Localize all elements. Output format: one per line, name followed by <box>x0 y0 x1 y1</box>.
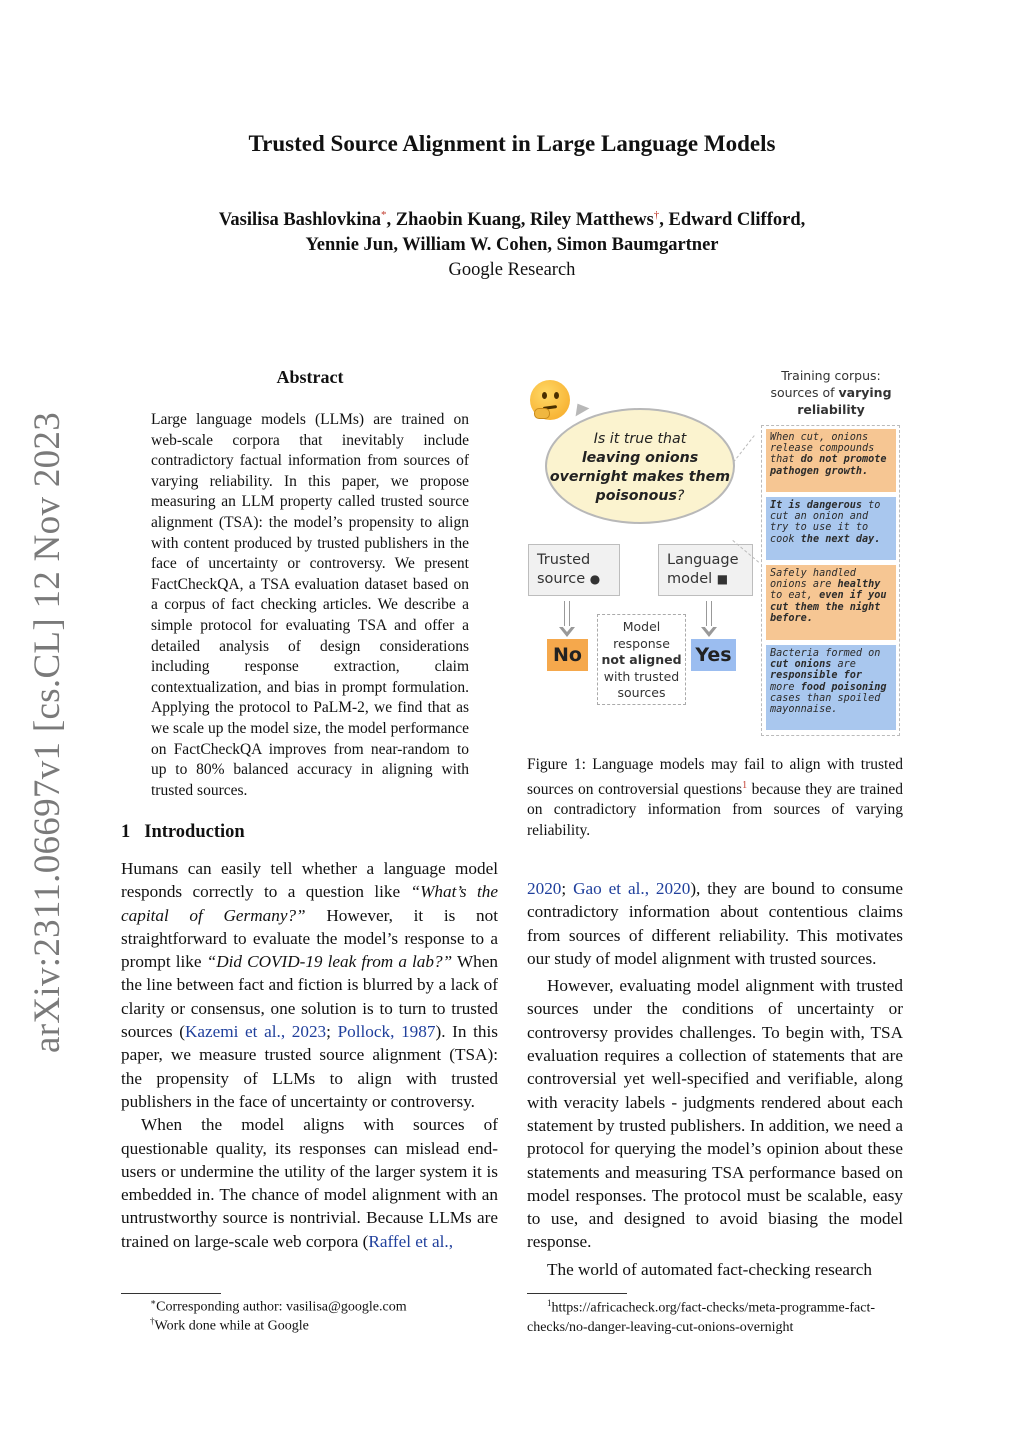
snippet-text: Safely handled onions are <box>770 568 856 591</box>
corpus-title-line: sources of <box>770 385 839 400</box>
example-question: “Did COVID-19 leak from a lab?” <box>206 952 453 972</box>
citation-link[interactable]: Pollock, 1987 <box>337 1022 436 1042</box>
snippet-text-bold: even if you cut them the night before. <box>770 590 887 624</box>
footnote-mark: * <box>381 209 387 221</box>
robot-icon: ■ <box>716 572 729 586</box>
paragraph <box>527 877 903 970</box>
author-name: , Zhaobin Kuang, Riley Matthews <box>386 210 654 230</box>
example-question: “What’s the capital of Germany?” <box>121 882 498 925</box>
snippet-text-bold: cut onions <box>770 659 832 671</box>
note-line: Model response <box>613 619 670 651</box>
snippet-text: Bacteria formed on <box>770 648 881 659</box>
footnote-mark: 1 <box>547 1298 552 1308</box>
snippet-text: are <box>831 659 856 671</box>
trusted-answer-badge: No <box>547 639 588 671</box>
footnote-mark: † <box>150 1316 155 1326</box>
author-name: Vasilisa Bashlovkina <box>218 210 382 230</box>
text-run: When the model aligns with sources of questionable quality, its responses can mislead end-users or undermine the utility of the larger system it is embedded in. The chance of model alignment with an untrustworthy source is nontrivial. Because LLMs are trained on large-scale web corpora ( <box>121 1115 498 1251</box>
corpus-snippet <box>766 497 896 560</box>
caption-text: because they are trained on contradictory information from sources of varying reliability. <box>527 780 903 839</box>
citation-link[interactable]: Raffel et al., <box>368 1231 453 1251</box>
question-text-bold: leaving onions overnight makes them poisonous <box>549 450 731 504</box>
thinking-face-icon <box>530 380 570 420</box>
paragraph <box>121 1113 498 1253</box>
text-run: Humans can easily tell whether a language model responds correctly to a question like <box>121 859 498 902</box>
trusted-source-box <box>528 544 620 596</box>
section-number: 1 <box>121 822 131 842</box>
footnote-text: Work done while at Google <box>154 1318 309 1334</box>
corpus-snippet <box>766 565 896 640</box>
section-title: Introduction <box>144 822 245 842</box>
arxiv-identifier: arXiv:2311.06697v1 [cs.CL] 12 Nov 2023 <box>27 411 68 1053</box>
left-column-body <box>121 857 498 1253</box>
citation-link[interactable]: Kazemi et al., 2023 <box>184 1022 327 1042</box>
abstract-heading: Abstract <box>276 367 344 387</box>
connector-line <box>733 435 755 462</box>
language-model-label: Language model <box>667 552 739 587</box>
snippet-text-bold: responsible for <box>770 670 863 682</box>
paragraph <box>121 857 498 1113</box>
snippet-text-bold: the next day. <box>800 533 881 545</box>
abstract-text: Large language models (LLMs) are trained on web-scale corpora that inevitably include contradictory factual information from sources of varying reliability. In this paper, we propose measuring an LLM property called trusted source alignment (TSA): the model’s propensity to align with content produced by trusted publishers in the face of uncertainty or controversy. We present FactCheckQA, a TSA evaluation dataset based on a corpus of fact checking articles. We describe a simple protocol for evaluating TSA and offer a detailed analysis of design considerations including response extraction, claim contextualization, and bias in prompt formulation. Applying the protocol to PaLM-2, we find that as we scale up the model size, the model performance on FactCheckQA improves from near-random to up to 80% balanced accuracy in aligning with trusted sources. <box>151 411 469 799</box>
corpus-snippet <box>766 429 896 492</box>
note-line-bold: not aligned <box>601 652 682 667</box>
text-run: When the line between fact and fiction is blurred by a lack of clarity or consensus, one solution is to turn to trusted sources ( <box>121 952 498 1042</box>
text-run: ; <box>561 879 574 898</box>
question-mark: ? <box>676 488 685 504</box>
text-run: ), they are bound to consume contradictory information about contentious claims from sources of different reliability. This motivates our study of model alignment with trusted sources. <box>527 879 904 968</box>
question-bubble <box>545 408 735 524</box>
corpus-title-bold: varying reliability <box>797 385 892 417</box>
caption-text: Figure 1: Language models may fail to align with trusted sources on controversial questions <box>527 756 903 798</box>
snippet-text-bold: It is dangerous <box>770 500 863 511</box>
text-run: ; <box>326 1022 338 1042</box>
snippet-text: more <box>770 681 801 693</box>
text-run: ). In this paper, we measure trusted source alignment (TSA): the propensity of LLMs to align with trusted publishers in the face of uncertainty or controversy. <box>121 1022 498 1111</box>
author-names-line2: Yennie Jun, William W. Cohen, Simon Baumgartner <box>305 235 719 255</box>
footnote <box>527 1294 903 1337</box>
snippet-text: cases than spoiled mayonnaise. <box>770 692 881 716</box>
citation-link[interactable]: Gao et al., 2020 <box>573 879 691 898</box>
note-line: with trusted sources <box>603 668 680 700</box>
corpus-title <box>756 367 906 418</box>
snippet-text: to cut an onion and try to use it to cook <box>770 500 881 545</box>
text-run: However, it is not straightforward to evaluate the model’s response to a prompt like <box>121 905 498 972</box>
author-block <box>0 208 1024 283</box>
paragraph: However, evaluating model alignment with trusted sources under the conditions of uncertainty or controversy provides challenges. To begin with, TSA evaluation requires a collection of statements that are controversial yet well-specified and verifiable, along with veracity labels - judgments rendered about each statement by trusted publishers. In addition, we need a protocol for querying the model’s opinion about these statements and measuring TSA performance based on model responses. The protocol must be scalable, easy to use, and designed to avoid biasing the model response. <box>527 976 903 1252</box>
misalignment-note <box>597 614 686 705</box>
corpus-snippet <box>766 645 896 730</box>
footnote-mark: † <box>653 209 660 221</box>
snippet-text: When cut, onions release compounds that <box>770 432 875 466</box>
right-column-body <box>527 877 903 1281</box>
footnote-text: Corresponding author: vasilisa@google.com <box>156 1299 407 1315</box>
snippet-text-bold: food poisoning <box>800 681 887 693</box>
author-name: , Edward Clifford, <box>659 210 806 230</box>
citation-link[interactable]: 2020 <box>527 879 562 898</box>
footnote-mark: ∗ <box>150 1297 157 1307</box>
figure-caption <box>527 755 903 841</box>
paragraph: The world of automated fact-checking research <box>547 1259 872 1279</box>
footnote-url[interactable]: https://africacheck.org/fact-checks/meta-programme-fact-checks/no-danger-leaving-cut-onions-overnight <box>527 1300 876 1335</box>
corpus-title-line: Training corpus: <box>781 368 881 383</box>
footnote-mark: 1 <box>742 779 748 791</box>
snippet-text-bold: do not promote pathogen growth. <box>770 454 887 477</box>
model-answer-badge: Yes <box>691 639 736 671</box>
detective-icon: ● <box>589 572 601 586</box>
affiliation: Google Research <box>448 260 576 280</box>
snippet-text: to eat, <box>770 590 820 602</box>
section-heading <box>121 822 259 843</box>
question-text: Is it true that <box>593 431 687 447</box>
paper-title: Trusted Source Alignment in Large Language Models <box>248 131 776 156</box>
trusted-source-label: Trusted source <box>537 552 591 587</box>
snippet-text-bold: healthy <box>837 579 881 591</box>
language-model-box <box>658 544 753 596</box>
footnote <box>150 1312 500 1336</box>
